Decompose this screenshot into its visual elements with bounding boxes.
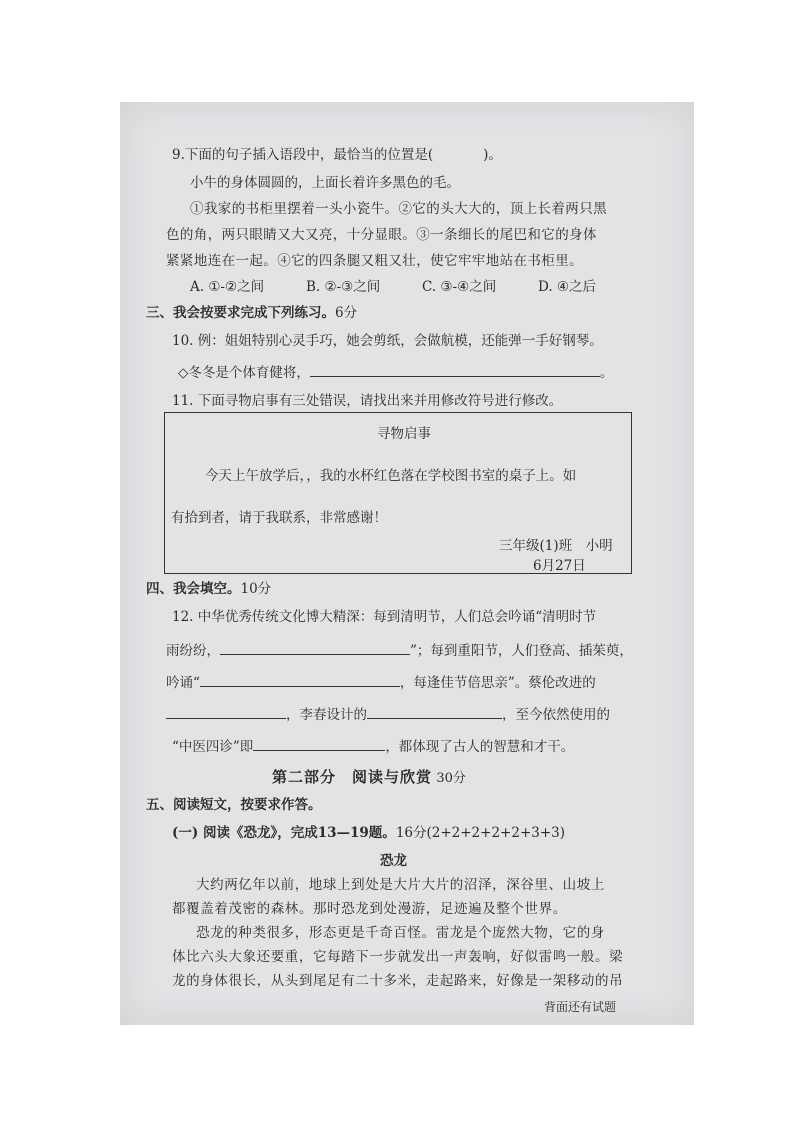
q9-passage-line-1: ①我家的书柜里摆着一头小瓷牛。②它的头大大的，顶上长着两只黑 [190,201,607,217]
notice-line-2: 有拾到者，请于我联系，非常感谢！ [171,510,387,526]
q9-stem-close: )。 [483,147,502,163]
q12-line-2-a: 雨纷纷， [166,643,220,659]
notice-title: 寻物启事 [377,426,431,442]
q9-option-b: B. ②-③之间 [306,279,381,295]
q12-blank-2[interactable] [200,672,400,687]
article-line-2: 都覆盖着茂密的森林。那时恐龙到处漫游，足迹遍及整个世界。 [172,901,567,917]
section-3-title: 三、我会按要求完成下列练习。 [146,305,335,321]
subsection-1-title: (一) 阅读《恐龙》，完成13—19题。 [172,825,396,841]
q12-line-4 [166,704,610,724]
article-line-3: 恐龙的种类很多，形态更是千奇百怪。雷龙是个庞然大物，它的身 [196,925,605,941]
q12-line-5-a: “中医四诊”即 [172,739,254,755]
section-4-score: 10分 [240,581,272,597]
q9-stem-text: 9.下面的句子插入语段中，最恰当的位置是( [172,147,434,163]
notice-signature: 三年级(1)班 小明 [499,538,613,554]
q10-answer-blank[interactable] [310,362,600,377]
section-5-title: 五、阅读短文，按要求作答。 [146,797,322,813]
q12-line-3-b: ，每逢佳节倍思亲”。蔡伦改进的 [399,675,596,691]
q12-line-2-b: ”；每到重阳节，人们登高、插茱萸， [410,643,633,659]
notice-date: 6月27日 [533,558,586,574]
q10-end: 。 [599,365,614,381]
q10-prompt [178,362,613,382]
q12-line-4-b: ，至今依然使用的 [502,707,610,723]
q9-passage-line-2: 色的角，两只眼睛又大又亮，十分显眼。③一条细长的尾巴和它的身体 [166,227,597,243]
page-footer: 背面还有试题 [544,1000,617,1014]
q9-option-a: A. ①-②之间 [190,279,265,295]
q9-option-c: C. ③-④之间 [422,279,497,295]
section-3-score: 6分 [335,305,358,321]
q12-blank-5[interactable] [253,736,385,751]
q12-line-5-b: ，都体现了古人的智慧和才干。 [385,739,575,755]
q12-blank-1[interactable] [220,640,410,655]
part-2-score: 30分 [436,771,466,786]
section-4-title: 四、我会填空。 [146,581,241,597]
q10-example: 10. 例：姐姐特别心灵手巧，她会剪纸，会做航模，还能弹一手好钢琴。 [172,333,603,349]
q9-stem [172,146,502,164]
q12-line-2 [166,640,633,660]
q12-line-1: 12. 中华优秀传统文化博大精深：每到清明节，人们总会吟诵“清明时节 [172,609,597,625]
section-4-heading [146,580,271,598]
q12-blank-3[interactable] [166,704,286,719]
part-2-title: 第二部分 阅读与欣赏 [272,768,433,786]
q12-line-3-a: 吟诵“ [166,675,200,691]
article-line-1: 大约两亿年以前，地球上到处是大片大片的沼泽，深谷里、山坡上 [196,877,605,893]
q10-prompt-text: ◇冬冬是个体育健将， [178,365,310,381]
q9-option-d: D. ④之后 [538,279,597,295]
exam-paper [120,102,694,1025]
article-line-5: 龙的身体很长，从头到尾足有二十多米，走起路来，好像是一架移动的吊 [172,973,624,989]
q9-insert-sentence: 小牛的身体圆圆的，上面长着许多黑色的毛。 [190,175,460,191]
subsection-1-score: 16分(2+2+2+2+2+3+3) [395,825,566,841]
q12-line-3 [166,672,596,692]
q12-line-4-a: ，李春设计的 [286,707,367,723]
q12-line-5 [172,736,574,756]
part-2-heading [272,768,466,788]
article-line-4: 体比六头大象还要重，它每踏下一步就发出一声轰响，好似雷鸣一般。梁 [172,949,624,965]
subsection-1-heading [172,824,565,842]
q12-blank-4[interactable] [367,704,502,719]
article-title: 恐龙 [380,853,407,869]
section-3-heading [146,304,357,322]
q11-stem: 11. 下面寻物启事有三处错误，请找出来并用修改符号进行修改。 [172,393,563,409]
q9-passage-line-3: 紧紧地连在一起。④它的四条腿又粗又壮，使它牢牢地站在书柜里。 [166,253,583,269]
notice-line-1: 今天上午放学后，，我的水杯红色落在学校图书室的桌子上。如 [205,468,577,484]
lost-item-notice-box [164,412,632,574]
